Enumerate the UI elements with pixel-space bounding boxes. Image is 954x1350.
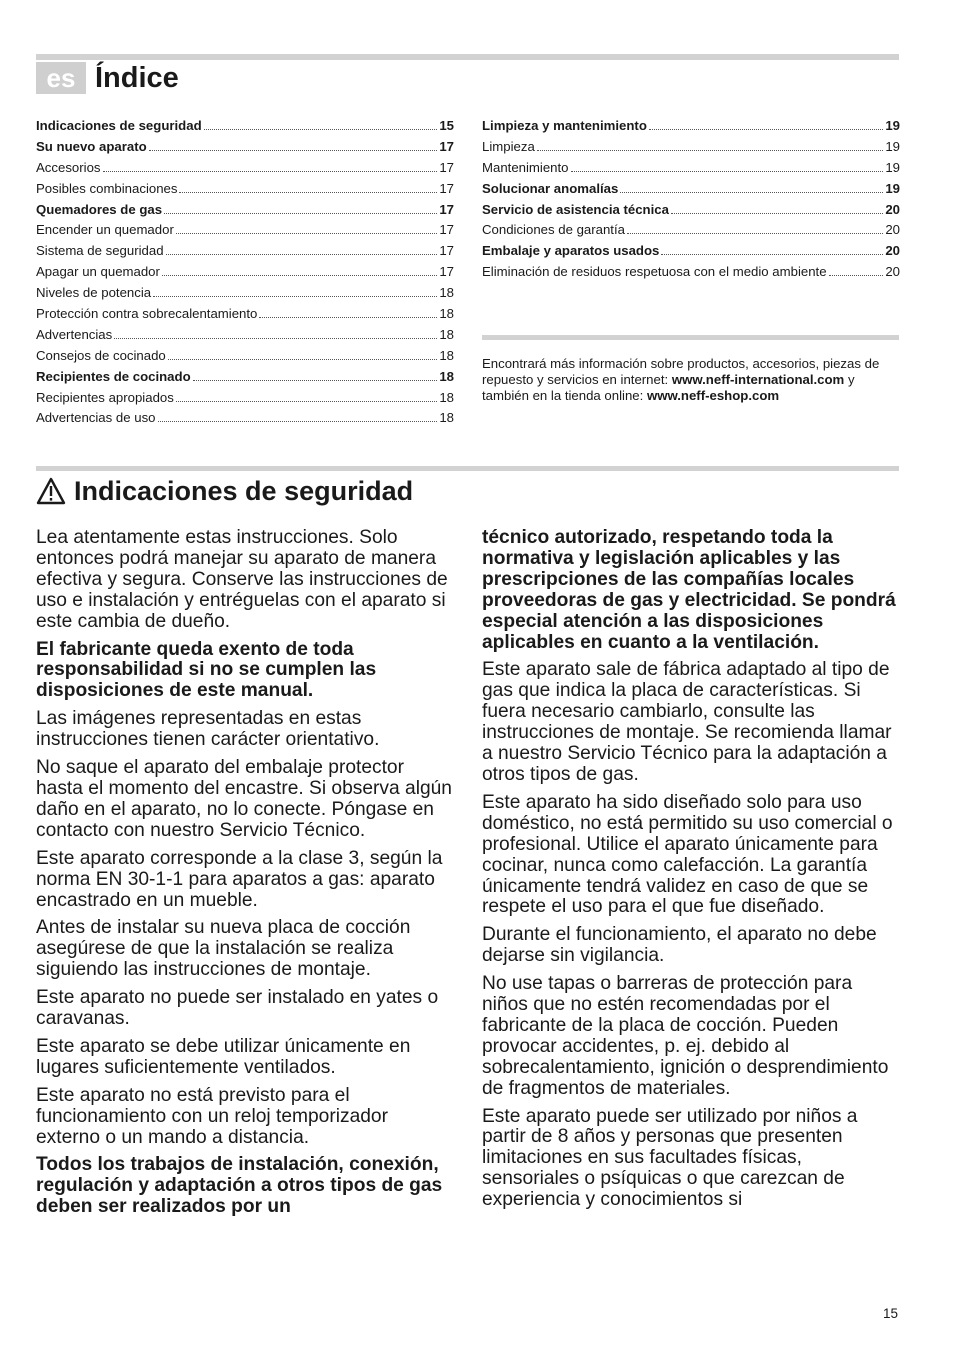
toc-leader-dots [153,287,437,297]
safety-paragraph: Lea atentamente estas instrucciones. Solo entonces podrá manejar su aparato de manera efectiva y segura. Conserve las instrucciones de uso e instalación y entréguelas con el aparato si este cambia de dueño. [36,527,448,632]
toc-entry-label: Solucionar anomalías [482,180,619,196]
warning-triangle-icon [36,477,66,505]
toc-entry[interactable] [36,137,454,158]
safety-warning-paragraph: El fabricante queda exento de toda responsabilidad si no se cumplen las disposiciones de este manual. [36,638,377,702]
toc-entry[interactable] [36,158,454,179]
toc-entry[interactable] [482,241,900,262]
toc-entry-page: 19 [885,159,900,175]
page-number: 15 [883,1306,899,1321]
toc-entry-label: Sistema de seguridad [36,243,164,259]
toc-entry[interactable] [36,220,454,241]
toc-entry-label: Servicio de asistencia técnica [482,201,669,217]
toc-leader-dots [627,224,883,234]
toc-leader-dots [571,162,884,172]
toc-entry[interactable] [36,283,454,304]
toc-entry-page: 17 [439,138,454,154]
toc-entry[interactable] [482,200,900,221]
safety-paragraph: Este aparato sale de fábrica adaptado al tipo de gas que indica la placa de características. Si fuera necesario cambiarlo, consulte las instrucciones de montaje. Se recomienda llamar a nuestro Servicio Técnico para la adaptación a otros tipos de gas. [482,659,892,785]
toc-leader-dots [259,308,437,318]
safety-left-column [36,528,456,1225]
toc-entry-page: 20 [885,264,900,280]
toc-entry[interactable] [482,220,900,241]
toc-leader-dots [671,204,883,214]
toc-entry-label: Quemadores de gas [36,201,163,217]
toc-title: Índice [95,62,179,94]
toc-entry-page: 20 [885,243,900,259]
toc-entry[interactable] [36,388,454,409]
toc-entry-page: 18 [439,389,454,405]
toc-leader-dots [166,245,438,255]
more-info-note [482,356,882,404]
toc-entry-label: Advertencias [36,326,113,342]
toc-entry-label: Apagar un quemador [36,264,160,280]
toc-entry-page: 15 [439,118,454,133]
toc-entry[interactable] [36,325,454,346]
toc-entry-page: 17 [439,264,454,280]
safety-paragraph: Antes de instalar su nueva placa de cocción asegúrese de que la instalación se realiza siguiendo las instrucciones de montaje. [36,917,411,981]
toc-entry-label: Recipientes de cocinado [36,368,191,384]
toc-entry[interactable] [36,116,454,137]
toc-entry-page: 20 [885,201,900,217]
toc-entry-label: Indicaciones de seguridad [36,118,202,133]
toc-leader-dots [114,329,437,339]
toc-entry-page: 18 [439,347,454,363]
toc-entry[interactable] [36,262,454,283]
toc-leader-dots [193,371,438,381]
toc-entry-page: 17 [439,243,454,259]
toc-entry-label: Su nuevo aparato [36,138,147,154]
safety-paragraph: No saque el aparato del embalaje protector hasta el momento del encastre. Si observa algún daño en el aparato, no lo conecte. Póngase en contacto con nuestro Servicio Técnico. [36,757,452,841]
toc-leader-dots [620,183,883,193]
toc-leader-dots [103,162,438,172]
toc-entry-label: Encender un quemador [36,222,174,238]
toc-entry[interactable] [36,241,454,262]
toc-entry[interactable] [482,137,900,158]
toc-entry-label: Niveles de potencia [36,285,152,301]
toc-entry-label: Accesorios [36,159,101,175]
safety-paragraph: Este aparato ha sido diseñado solo para uso doméstico, no está permitido su uso comercial o profesional. Utilice el aparato únicamente para cocinar, nunca como calefacción. La garantía únicamente tendrá validez en caso de que se respete el uso para el que fue diseñado. [482,791,893,918]
info-divider [482,335,899,340]
toc-entry[interactable] [36,346,454,367]
toc-entry-page: 17 [439,180,454,196]
website-link[interactable]: www.neff-international.com [671,372,845,387]
toc-entry[interactable] [482,179,900,200]
toc-entry-label: Advertencias de uso [36,410,156,426]
toc-entry-page: 17 [439,159,454,175]
eshop-link[interactable]: www.neff-eshop.com [646,388,780,403]
toc-entry-page: 17 [439,222,454,238]
toc-entry-label: Condiciones de garantía [482,222,625,238]
toc-left-column [36,116,454,429]
toc-entry-label: Posibles combinaciones [36,180,178,196]
toc-entry[interactable] [36,304,454,325]
toc-leader-dots [649,120,883,130]
section-divider [36,466,899,471]
safety-paragraph: Durante el funcionamiento, el aparato no debe dejarse sin vigilancia. [482,924,877,967]
toc-entry[interactable] [36,179,454,200]
toc-entry-label: Limpieza y mantenimiento [482,118,647,133]
toc-entry-page: 18 [439,326,454,342]
toc-entry-label: Limpieza [482,138,535,154]
safety-right-column [482,528,902,1218]
toc-entry[interactable] [482,262,900,283]
toc-entry[interactable] [36,367,454,388]
info-text-1: Encontrará más información sobre productos, accesorios, piezas de repuesto y servicios en internet: [482,356,880,387]
language-badge: es [36,62,86,94]
toc-entry[interactable] [482,116,900,137]
safety-paragraph: No use tapas o barreras de protección para niños que no estén recomendadas por el fabricante de la placa de cocción. Pueden provocar accidentes, p. ej. debido al sobrecalentamiento, ignición o desprendimiento de fragmentos de materiales. [482,973,889,1099]
toc-entry-label: Mantenimiento [482,159,569,175]
toc-leader-dots [149,141,438,151]
safety-warning-paragraph: técnico autorizado, respetando toda la normativa y legislación aplicables y las prescripciones de las compañías locales proveedoras de gas y electricidad. Se pondrá especial atención a las disposiciones aplicables en cuanto a la ventilación. [482,527,896,653]
toc-entry-label: Eliminación de residuos respetuosa con el medio ambiente [482,264,827,280]
toc-entry[interactable] [36,408,454,429]
toc-leader-dots [162,266,437,276]
toc-leader-dots [829,266,884,276]
toc-entry-page: 19 [885,138,900,154]
safety-section-title [36,474,413,508]
toc-entry-label: Recipientes apropiados [36,389,174,405]
toc-leader-dots [176,224,437,234]
toc-entry-page: 18 [439,306,454,322]
toc-leader-dots [179,183,437,193]
toc-entry[interactable] [36,200,454,221]
toc-entry-page: 20 [885,222,900,238]
safety-paragraph: Este aparato no está previsto para el funcionamiento con un reloj temporizador externo o un mando a distancia. [36,1084,388,1148]
toc-entry-label: Protección contra sobrecalentamiento [36,306,258,322]
safety-paragraph: Este aparato se debe utilizar únicamente en lugares suficientemente ventilados. [36,1035,411,1078]
safety-paragraph: Este aparato puede ser utilizado por niños a partir de 8 años y personas que presenten limitaciones en sus facultades físicas, sensoriales o psíquicas o que carezcan de experiencia y conocimientos si [482,1105,858,1211]
info-text-2: y también en la tienda online: [482,372,855,403]
toc-leader-dots [537,141,884,151]
toc-entry-label: Consejos de cocinado [36,347,166,363]
toc-entry[interactable] [482,158,900,179]
safety-paragraph: Las imágenes representadas en estas instrucciones tienen carácter orientativo. [36,708,380,751]
toc-entry-page: 17 [439,201,454,217]
toc-leader-dots [661,245,883,255]
toc-entry-page: 18 [439,410,454,426]
toc-leader-dots [164,204,437,214]
toc-leader-dots [168,350,438,360]
toc-entry-page: 18 [439,368,454,384]
safety-paragraph: Este aparato corresponde a la clase 3, según la norma EN 30-1-1 para aparatos a gas: aparato encastrado en un mueble. [36,847,443,911]
safety-warning-paragraph: Todos los trabajos de instalación, conexión, regulación y adaptación a otros tipos de gas deben ser realizados por un [36,1154,443,1218]
toc-leader-dots [204,120,438,130]
toc-leader-dots [176,392,438,402]
toc-entry-label: Embalaje y aparatos usados [482,243,660,259]
safety-paragraph: Este aparato no puede ser instalado en yates o caravanas. [36,987,439,1030]
toc-entry-page: 18 [439,285,454,301]
toc-right-column [482,116,900,283]
toc-leader-dots [158,412,438,422]
toc-entry-page: 19 [885,180,900,196]
safety-title-text: Indicaciones de seguridad [74,476,414,506]
toc-entry-page: 19 [885,118,900,133]
